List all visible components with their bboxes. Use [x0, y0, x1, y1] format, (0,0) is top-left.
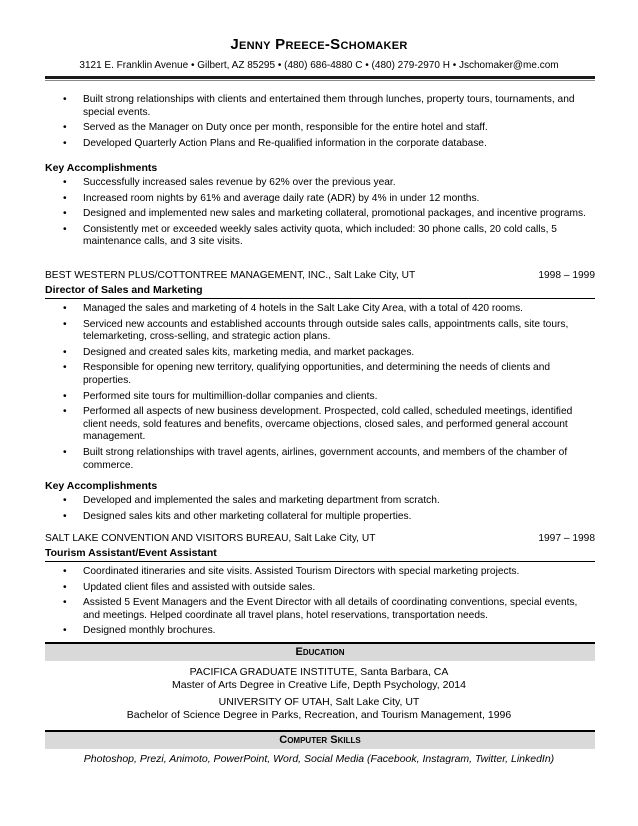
list-item: • Performed site tours for multimillion-dollar companies and clients.	[45, 391, 595, 404]
degree: Master of Arts Degree in Creative Life, Depth Psychology, 2014	[172, 679, 466, 691]
list-item: • Built strong relationships with clients and entertained them through lunches, property tours, tournaments, and special events.	[45, 94, 595, 119]
key-accomplishments-2	[45, 480, 595, 526]
job-convention-bureau	[45, 533, 595, 641]
list-item: • Built strong relationships with travel agents, airlines, government accounts, and members of the chamber of commerce.	[45, 447, 595, 472]
list-item: • Assisted 5 Event Managers and the Event Director with all details of coordinating conventions, special events, and meetings. Helped coordinate all travel plans, hotel reservations, transportation needs.	[45, 597, 595, 622]
list-item: • Serviced new accounts and established accounts through outside sales calls, appointments calls, site tours, telemarketing, cross-selling, and strategic action plans.	[45, 319, 595, 344]
list-item: • Performed all aspects of new business development. Prospected, cold called, scheduled meetings, identified client needs, sold features and benefits, overcame objections, closed sales, and performed general account management.	[45, 406, 595, 444]
list-item: • Developed Quarterly Action Plans and Re-qualified information in the corporate database.	[45, 138, 595, 151]
list-item: • Coordinated itineraries and site visits. Assisted Tourism Directors with special marketing projects.	[45, 566, 595, 579]
education-heading: Education	[45, 642, 595, 661]
list-item: • Responsible for opening new territory, qualifying opportunities, and determining the needs of clients and properties.	[45, 362, 595, 387]
list-item: • Consistently met or exceeded weekly sales activity quota, which included: 30 phone calls, 20 cold calls, 5 maintenance calls, and 3 site visits.	[45, 224, 595, 249]
job-title: Director of Sales and Marketing	[45, 284, 595, 299]
header-rule-thin	[45, 80, 595, 81]
list-item: • Designed monthly brochures.	[45, 625, 595, 638]
list-item: • Developed and implemented the sales and marketing department from scratch.	[45, 495, 595, 508]
list-item: • Increased room nights by 61% and average daily rate (ADR) by 4% in under 12 months.	[45, 193, 595, 206]
list-item: • Designed and implemented new sales and marketing collateral, promotional packages, and incentive programs.	[45, 208, 595, 221]
job-title: Tourism Assistant/Event Assistant	[45, 547, 595, 562]
header-rule	[45, 76, 595, 79]
section-heading: Key Accomplishments	[45, 162, 158, 174]
job-dates: 1997 – 1998	[538, 533, 595, 544]
list-item: • Managed the sales and marketing of 4 hotels in the Salt Lake City Area, with a total of 420 rooms.	[45, 303, 595, 316]
employer: BEST WESTERN PLUS/COTTONTREE MANAGEMENT, INC., Salt Lake City, UT	[45, 270, 416, 281]
list-item: • Served as the Manager on Duty once per month, responsible for the entire hotel and staff.	[45, 122, 595, 135]
candidate-name: Jenny Preece-Schomaker	[230, 36, 408, 53]
job-header	[45, 270, 595, 281]
school-name: PACIFICA GRADUATE INSTITUTE, Santa Barbara, CA	[189, 666, 449, 678]
list-item: • Designed and created sales kits, marketing media, and market packages.	[45, 347, 595, 360]
job-header	[45, 533, 595, 544]
job-dates: 1998 – 1999	[538, 270, 595, 281]
key-accomplishments-1	[45, 162, 595, 252]
list-item: • Updated client files and assisted with outside sales.	[45, 582, 595, 595]
contact-line: 3121 E. Franklin Avenue • Gilbert, AZ 85295 • (480) 686-4880 C • (480) 279-2970 H • Jschomaker@me.com	[79, 60, 559, 71]
list-item: • Designed sales kits and other marketing collateral for multiple properties.	[45, 511, 595, 524]
computer-skills-heading: Computer Skills	[45, 730, 595, 749]
job-best-western	[45, 270, 595, 475]
school-name: UNIVERSITY OF UTAH, Salt Lake City, UT	[218, 696, 420, 708]
section-heading: Key Accomplishments	[45, 480, 158, 492]
employer: SALT LAKE CONVENTION AND VISITORS BUREAU, Salt Lake City, UT	[45, 533, 376, 544]
skills-list: Photoshop, Prezi, Animoto, PowerPoint, Word, Social Media (Facebook, Instagram, Twitter, LinkedIn)	[83, 753, 555, 765]
continued-bullets	[45, 94, 595, 153]
list-item: • Successfully increased sales revenue by 62% over the previous year.	[45, 177, 595, 190]
degree: Bachelor of Science Degree in Parks, Recreation, and Tourism Management, 1996	[126, 709, 512, 721]
